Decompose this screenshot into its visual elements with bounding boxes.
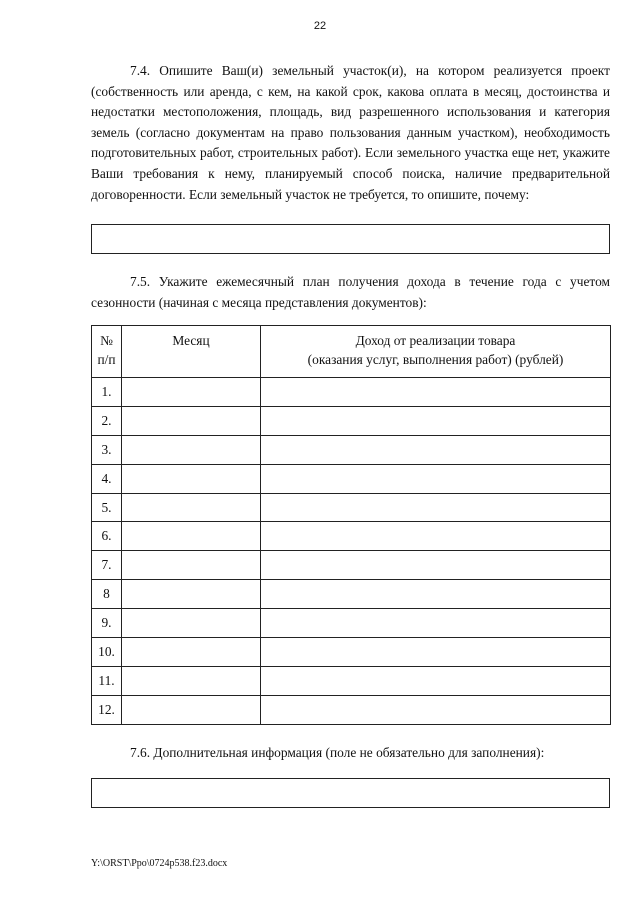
row-number-cell: 3.: [92, 435, 122, 464]
income-cell[interactable]: [261, 551, 611, 580]
month-cell[interactable]: [122, 551, 261, 580]
income-cell[interactable]: [261, 522, 611, 551]
month-cell[interactable]: [122, 666, 261, 695]
table-row: [92, 695, 611, 724]
header-month: Месяц: [122, 326, 261, 378]
row-number-cell: 6.: [92, 522, 122, 551]
table-header-row: [92, 326, 611, 378]
month-cell[interactable]: [122, 464, 261, 493]
table-row: [92, 435, 611, 464]
table-row: [92, 406, 611, 435]
row-number-cell: 2.: [92, 406, 122, 435]
income-cell[interactable]: [261, 464, 611, 493]
table-row: [92, 551, 611, 580]
month-cell[interactable]: [122, 695, 261, 724]
income-cell[interactable]: [261, 695, 611, 724]
table-row: [92, 580, 611, 609]
page-number: 22: [313, 20, 327, 32]
income-cell[interactable]: [261, 435, 611, 464]
table-row: [92, 666, 611, 695]
month-cell[interactable]: [122, 435, 261, 464]
footer-file-path: Y:\ORST\Ppo\0724p538.f23.docx: [91, 858, 228, 869]
section-7-5-question: 7.5. Укажите ежемесячный план получения дохода в течение года с учетом сезонности (начиная с месяца представления документов):: [91, 274, 610, 310]
income-cell[interactable]: [261, 580, 611, 609]
income-cell[interactable]: [261, 638, 611, 667]
row-number-cell: 10.: [92, 638, 122, 667]
row-number-cell: 5.: [92, 493, 122, 522]
month-cell[interactable]: [122, 378, 261, 407]
month-cell[interactable]: [122, 580, 261, 609]
header-number: [92, 326, 122, 378]
additional-info-answer-field[interactable]: [91, 778, 610, 808]
table-row: [92, 638, 611, 667]
income-cell[interactable]: [261, 609, 611, 638]
land-plot-answer-field[interactable]: [91, 224, 610, 254]
table-row: [92, 378, 611, 407]
row-number-cell: 7.: [92, 551, 122, 580]
month-cell[interactable]: [122, 638, 261, 667]
row-number-cell: 1.: [92, 378, 122, 407]
table-row: [92, 609, 611, 638]
table-row: [92, 493, 611, 522]
table-row: [92, 464, 611, 493]
row-number-cell: 8: [92, 580, 122, 609]
monthly-income-table: [91, 325, 611, 725]
income-cell[interactable]: [261, 406, 611, 435]
section-7-4-question: 7.4. Опишите Ваш(и) земельный участок(и), на котором реализуется проект (собственность или аренда, с кем, на какой срок, какова оплата в месяц, достоинства и недостатки местоположения, площадь, вид разрешенного использования и категория земель (согласно документам на право пользования данным участком), необходимость подготовительных работ, строительных работ). Если земельного участка еще нет, укажите Ваши требования к нему, планируемый способ поиска, наличие предварительной договоренности. Если земельный участок не требуется, то опишите, почему:: [91, 63, 610, 202]
month-cell[interactable]: [122, 609, 261, 638]
row-number-cell: 9.: [92, 609, 122, 638]
header-number-line1: №: [100, 333, 113, 348]
header-income: [261, 326, 611, 378]
month-cell[interactable]: [122, 522, 261, 551]
table-row: [92, 522, 611, 551]
section-7-6-question: 7.6. Дополнительная информация (поле не обязательно для заполнения):: [130, 745, 545, 760]
row-number-cell: 11.: [92, 666, 122, 695]
header-number-line2: п/п: [97, 352, 116, 367]
header-income-line1: Доход от реализации товара: [355, 333, 516, 348]
income-cell[interactable]: [261, 493, 611, 522]
month-cell[interactable]: [122, 406, 261, 435]
row-number-cell: 4.: [92, 464, 122, 493]
income-cell[interactable]: [261, 666, 611, 695]
month-cell[interactable]: [122, 493, 261, 522]
row-number-cell: 12.: [92, 695, 122, 724]
income-cell[interactable]: [261, 378, 611, 407]
header-income-line2: (оказания услуг, выполнения работ) (рублей): [307, 352, 564, 367]
